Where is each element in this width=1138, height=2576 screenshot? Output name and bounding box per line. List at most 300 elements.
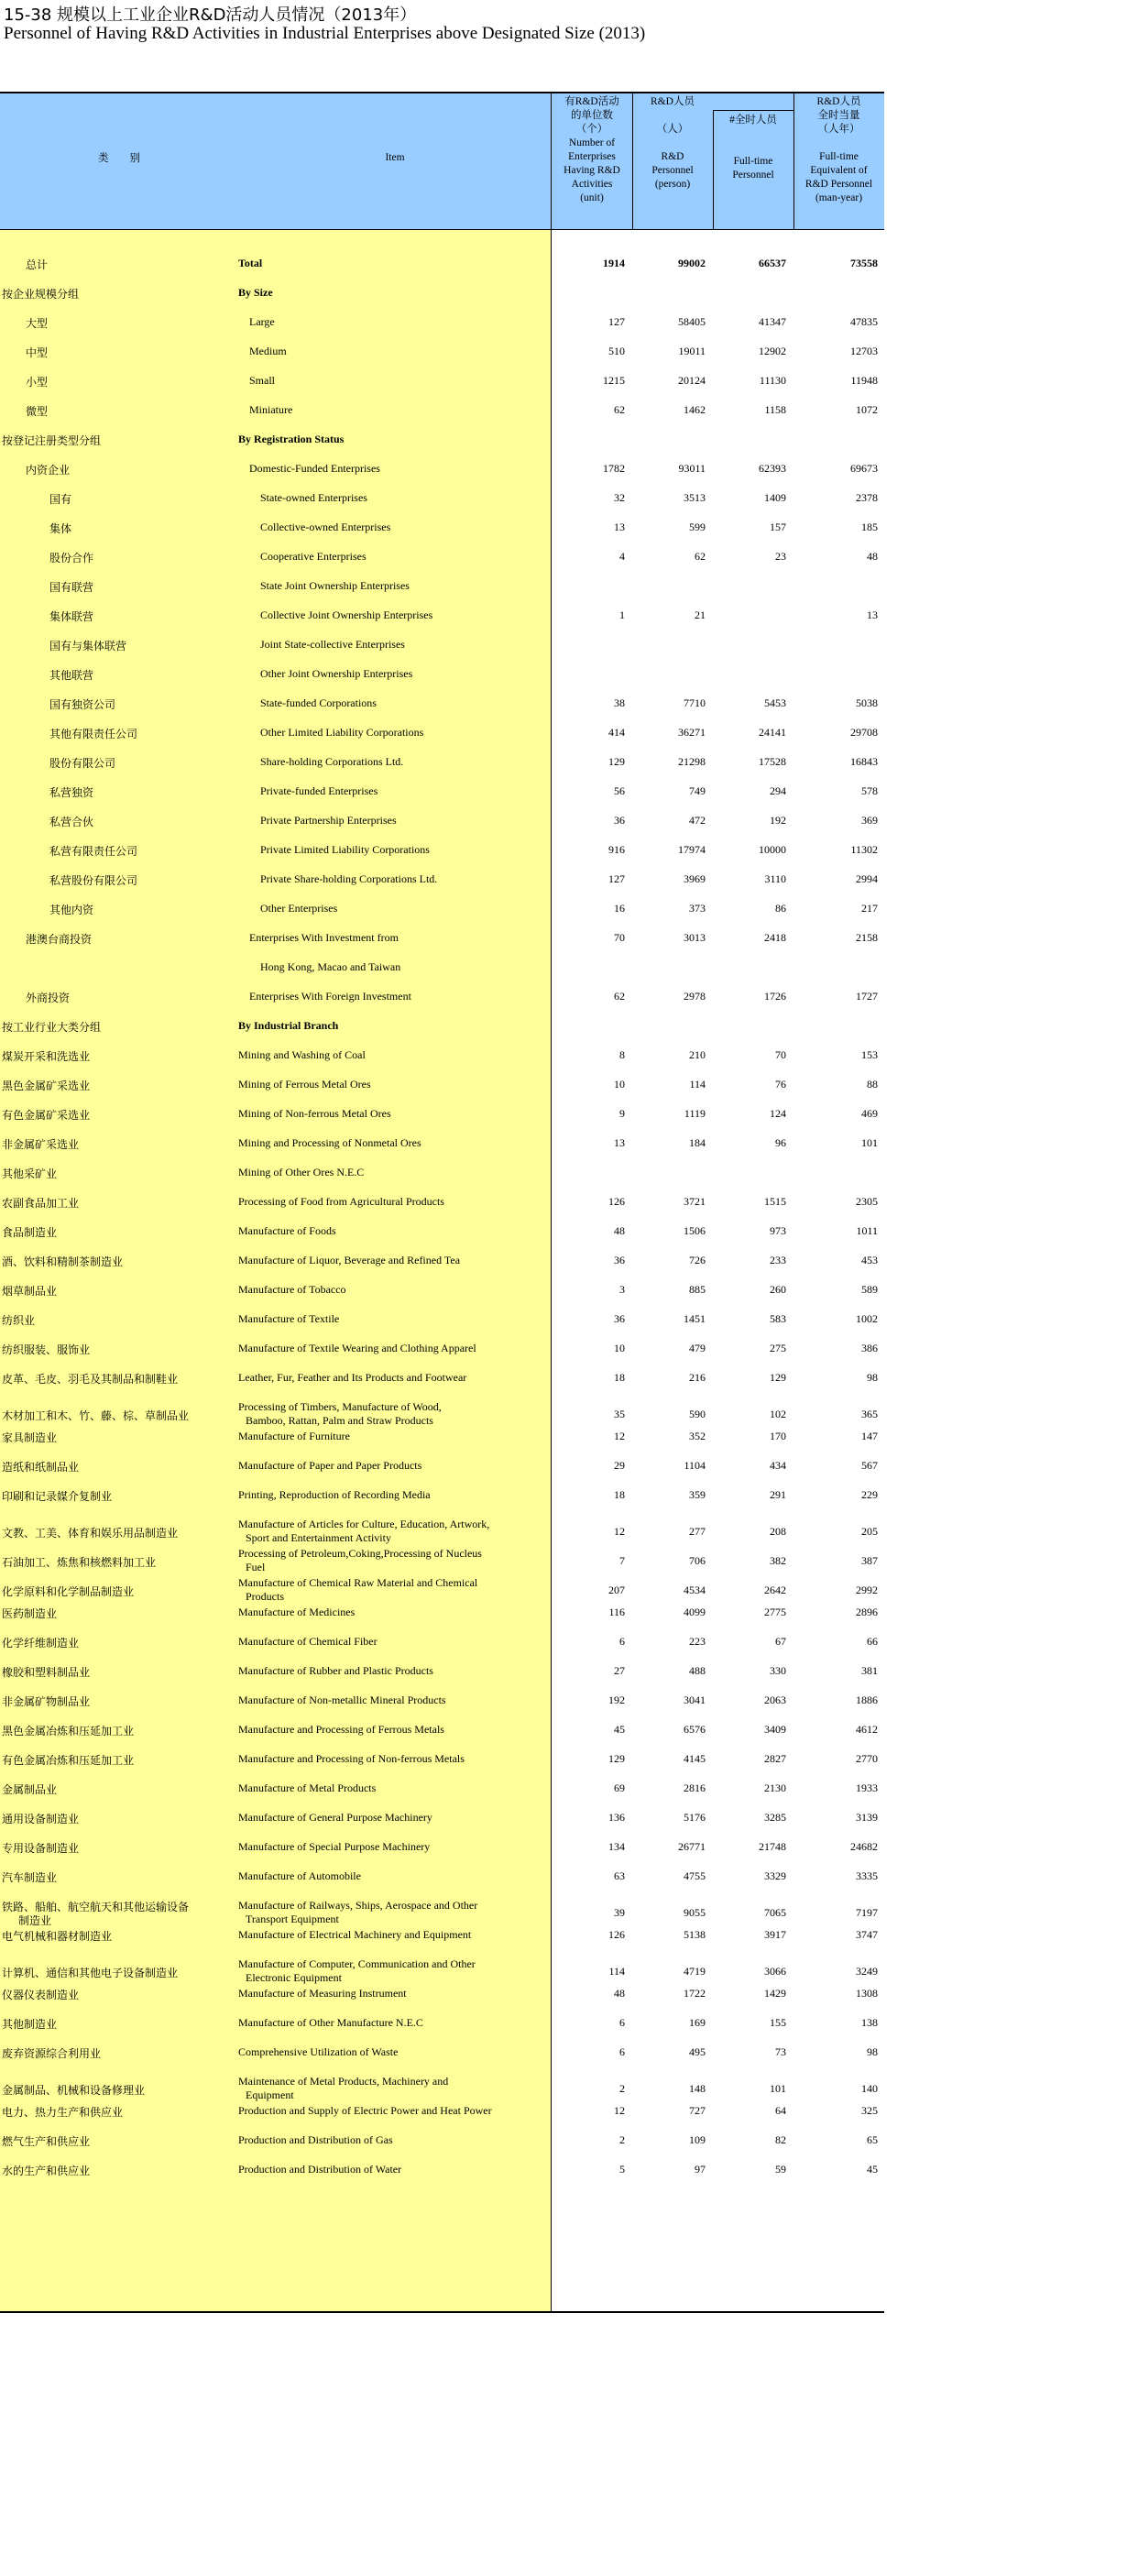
row-value: 726 <box>689 1254 706 1266</box>
row-value: 62393 <box>759 462 786 475</box>
table-row <box>0 550 884 579</box>
header-line: Personnel <box>732 170 774 181</box>
row-value: 170 <box>770 1430 786 1442</box>
row-value: 1886 <box>856 1694 878 1706</box>
row-item <box>238 1107 545 1121</box>
row-item-text: Enterprises With Foreign Investment <box>249 990 411 1003</box>
row-value: 207 <box>608 1584 625 1596</box>
table-row <box>0 374 884 403</box>
row-item-text: Small <box>249 374 276 387</box>
row-value: 2130 <box>764 1781 786 1794</box>
row-value: 69 <box>614 1781 625 1794</box>
table-row <box>0 1635 884 1664</box>
row-item-text: Manufacture of Measuring Instrument <box>238 1987 407 2000</box>
table-row <box>0 2163 884 2192</box>
row-category: 黑色金属冶炼和压延加工业 <box>2 1725 135 1737</box>
row-category: 汽车制造业 <box>2 1871 58 1884</box>
row-value: 12 <box>614 1430 625 1442</box>
row-item <box>238 2075 545 2102</box>
row-category: 电力、热力生产和供应业 <box>2 2106 124 2119</box>
row-category: 总计 <box>26 258 49 271</box>
row-value: 3013 <box>684 931 706 944</box>
table-row <box>0 1606 884 1635</box>
row-item <box>260 491 567 505</box>
row-item-text: Manufacture and Processing of Non-ferrous Metals <box>238 1752 465 1765</box>
row-value: 27 <box>614 1664 625 1677</box>
row-item-text: Mining of Other Ores N.E.C <box>238 1166 365 1178</box>
table-row <box>0 1048 884 1078</box>
row-value: 599 <box>689 521 706 533</box>
row-value: 233 <box>770 1254 786 1266</box>
row-value: 205 <box>861 1525 878 1538</box>
row-item <box>260 521 567 534</box>
row-value: 62 <box>614 403 625 416</box>
row-value: 567 <box>861 1459 878 1472</box>
row-value: 1727 <box>856 990 878 1003</box>
row-value: 1104 <box>684 1459 706 1472</box>
table-row <box>0 1811 884 1840</box>
row-item <box>249 990 556 1003</box>
row-value: 495 <box>689 2045 706 2058</box>
row-item <box>260 814 567 828</box>
row-value: 1506 <box>684 1224 706 1237</box>
row-item-text: Processing of Timbers, Manufacture of Wood, <box>238 1400 442 1413</box>
row-value: 260 <box>770 1283 786 1296</box>
row-item <box>238 1488 545 1502</box>
row-value: 2994 <box>856 872 878 885</box>
row-value: 185 <box>861 521 878 533</box>
row-value: 39 <box>614 1906 625 1919</box>
row-value: 2896 <box>856 1606 878 1618</box>
row-item <box>238 286 545 300</box>
header-line: Personnel <box>651 165 694 176</box>
header-line: (unit) <box>580 192 604 203</box>
row-value: 382 <box>770 1554 786 1567</box>
row-category: 内资企业 <box>26 464 71 477</box>
row-category: 纺织业 <box>2 1314 36 1327</box>
row-value: 45 <box>614 1723 625 1736</box>
header-line: (man-year) <box>815 192 863 203</box>
table-row <box>0 1342 884 1371</box>
row-item-text: Private Partnership Enterprises <box>260 814 397 827</box>
row-item <box>238 1371 545 1385</box>
row-item <box>238 2133 545 2147</box>
table-row <box>0 1254 884 1283</box>
row-value: 17974 <box>678 843 706 856</box>
row-category: 按登记注册类型分组 <box>2 434 102 447</box>
row-value: 386 <box>861 1342 878 1354</box>
table-row <box>0 638 884 667</box>
row-item <box>260 784 567 798</box>
table-row <box>0 1400 884 1430</box>
row-item-text: Manufacture of Tobacco <box>238 1283 346 1296</box>
row-value: 36 <box>614 814 625 827</box>
row-value: 1429 <box>764 1987 786 2000</box>
row-value: 208 <box>770 1525 786 1538</box>
row-value: 210 <box>689 1048 706 1061</box>
row-value: 114 <box>608 1965 625 1978</box>
row-value: 2978 <box>684 990 706 1003</box>
row-category: 小型 <box>26 376 49 389</box>
row-item-text: Manufacture of Medicines <box>238 1606 356 1618</box>
row-item <box>238 1635 545 1649</box>
row-item-text: Manufacture of Liquor, Beverage and Refined Tea <box>238 1254 461 1266</box>
row-value: 192 <box>770 814 786 827</box>
row-value: 97 <box>695 2163 706 2176</box>
table-row <box>0 814 884 843</box>
row-value: 66 <box>867 1635 878 1648</box>
row-value: 38 <box>614 696 625 709</box>
row-value: 216 <box>689 1371 706 1384</box>
header-line: Number of <box>568 137 616 148</box>
row-item <box>238 1195 545 1209</box>
row-value: 4612 <box>856 1723 878 1736</box>
row-value: 2378 <box>856 491 878 504</box>
table-row <box>0 1869 884 1899</box>
row-value: 32 <box>614 491 625 504</box>
row-value: 93011 <box>678 462 706 475</box>
row-value: 127 <box>608 315 625 328</box>
row-item <box>238 1312 545 1326</box>
row-value: 3 <box>619 1283 625 1296</box>
row-value: 275 <box>770 1342 786 1354</box>
header-line: 的单位数 <box>571 110 613 121</box>
row-value: 294 <box>770 784 786 797</box>
row-category: 水的生产和供应业 <box>2 2165 91 2177</box>
header-line: R&D人员 <box>651 96 695 107</box>
row-item <box>238 1928 545 1942</box>
row-value: 96 <box>775 1136 786 1149</box>
row-category: 黑色金属矿采选业 <box>2 1080 91 1092</box>
row-category: 其他采矿业 <box>2 1167 58 1180</box>
row-value: 12902 <box>759 345 786 357</box>
row-item-text-cont: Fuel <box>246 1561 266 1573</box>
row-item <box>260 638 567 652</box>
row-item-text: Production and Supply of Electric Power and Heat Power <box>238 2104 492 2117</box>
row-item-text: Printing, Reproduction of Recording Media <box>238 1488 431 1501</box>
row-item <box>238 1459 545 1473</box>
row-value: 13 <box>614 1136 625 1149</box>
row-value: 381 <box>861 1664 878 1677</box>
row-value: 3513 <box>684 491 706 504</box>
table-row <box>0 990 884 1019</box>
table-row <box>0 2016 884 2045</box>
row-category: 石油加工、炼焦和核燃料加工业 <box>2 1556 157 1569</box>
row-item-text: Manufacture of Foods <box>238 1224 336 1237</box>
row-item-text: Manufacture of Non-metallic Mineral Products <box>238 1694 446 1706</box>
row-value: 101 <box>770 2082 786 2095</box>
table-row <box>0 1166 884 1195</box>
row-value: 129 <box>608 755 625 768</box>
table-row <box>0 315 884 345</box>
row-item <box>238 1518 545 1545</box>
row-category: 烟草制品业 <box>2 1285 58 1298</box>
row-value: 2063 <box>764 1694 786 1706</box>
table-row <box>0 1694 884 1723</box>
header-line <box>632 137 713 150</box>
table-row <box>0 1752 884 1781</box>
row-item <box>238 1957 545 1985</box>
row-item-text: Manufacture of Chemical Fiber <box>238 1635 378 1648</box>
row-value: 1119 <box>684 1107 706 1120</box>
row-value: 578 <box>861 784 878 797</box>
column-divider <box>632 93 633 229</box>
row-value: 65 <box>867 2133 878 2146</box>
table-row <box>0 1781 884 1811</box>
header-line: Having R&D <box>564 165 620 176</box>
row-value: 41347 <box>759 315 786 328</box>
table-row <box>0 1107 884 1136</box>
row-value: 1215 <box>603 374 625 387</box>
row-value: 1002 <box>856 1312 878 1325</box>
row-value: 4534 <box>684 1584 706 1596</box>
row-category: 股份合作 <box>49 552 94 565</box>
row-value: 16843 <box>850 755 878 768</box>
row-item <box>249 403 556 417</box>
table-row <box>0 1371 884 1400</box>
row-item-text: Manufacture of Special Purpose Machinery <box>238 1840 431 1853</box>
row-item-text: Manufacture of Furniture <box>238 1430 350 1442</box>
row-value: 102 <box>770 1408 786 1420</box>
row-item-text: Manufacture of Railways, Ships, Aerospace and Other <box>238 1899 478 1912</box>
row-value: 6 <box>619 2016 625 2029</box>
header-line <box>793 137 884 150</box>
table-row <box>0 1957 884 1987</box>
row-category: 有色金属矿采选业 <box>2 1109 91 1122</box>
row-value: 414 <box>608 726 625 739</box>
row-item <box>238 1078 545 1091</box>
row-item-text-cont: Electronic Equipment <box>246 1971 342 1984</box>
row-value: 590 <box>689 1408 706 1420</box>
row-value: 3969 <box>684 872 706 885</box>
row-value: 4145 <box>684 1752 706 1765</box>
row-category: 造纸和纸制品业 <box>2 1461 80 1474</box>
row-category: 私营股份有限公司 <box>49 874 138 887</box>
header-line: （人） <box>656 124 689 135</box>
row-item <box>238 1400 545 1428</box>
row-value: 1 <box>619 608 625 621</box>
row-value: 18 <box>614 1488 625 1501</box>
row-item-text: Manufacture of Electrical Machinery and Equipment <box>238 1928 472 1941</box>
table-row <box>0 1078 884 1107</box>
row-item-text: Production and Distribution of Water <box>238 2163 402 2176</box>
row-value: 291 <box>770 1488 786 1501</box>
row-value: 21 <box>695 608 706 621</box>
row-category: 国有 <box>49 493 72 506</box>
row-category: 国有联营 <box>49 581 94 594</box>
header-line <box>632 109 713 123</box>
row-value: 26771 <box>678 1840 706 1853</box>
row-value: 325 <box>861 2104 878 2117</box>
row-item-text: Maintenance of Metal Products, Machinery and <box>238 2075 449 2088</box>
table-row <box>0 755 884 784</box>
row-item <box>238 1283 545 1297</box>
row-category: 医药制造业 <box>2 1607 58 1620</box>
row-category: 其他联营 <box>49 669 94 682</box>
header-line: 有R&D活动 <box>564 96 619 107</box>
row-value: 67 <box>775 1635 786 1648</box>
row-value: 4719 <box>684 1965 706 1978</box>
header-enterprises-count <box>552 95 632 205</box>
row-value: 4 <box>619 550 625 563</box>
table-row <box>0 1312 884 1342</box>
row-value: 1726 <box>764 990 786 1003</box>
row-value: 217 <box>861 902 878 915</box>
row-value: 20124 <box>678 374 706 387</box>
row-value: 727 <box>689 2104 706 2117</box>
row-category: 国有独资公司 <box>49 698 116 711</box>
row-value: 88 <box>867 1078 878 1091</box>
row-value: 23 <box>775 550 786 563</box>
table-row <box>0 1547 884 1576</box>
row-item <box>238 1166 545 1179</box>
row-category: 金属制品、机械和设备修理业 <box>2 2084 146 2097</box>
row-category: 文教、工美、体育和娱乐用品制造业 <box>2 1527 179 1540</box>
header-line <box>713 127 793 141</box>
row-category: 按工业行业大类分组 <box>2 1021 102 1034</box>
table-title-cn: 15-38 规模以上工业企业R&D活动人员情况（2013年） <box>4 5 417 25</box>
row-value: 12 <box>614 1525 625 1538</box>
row-value: 277 <box>689 1525 706 1538</box>
row-category: 集体 <box>49 522 72 535</box>
row-item-text: Domestic-Funded Enterprises <box>249 462 380 475</box>
table-row <box>0 257 884 286</box>
row-category: 煤炭开采和洗选业 <box>2 1050 91 1063</box>
row-value: 2816 <box>684 1781 706 1794</box>
table-row <box>0 521 884 550</box>
row-item <box>238 1694 545 1707</box>
row-value: 5453 <box>764 696 786 709</box>
row-item <box>249 462 556 476</box>
row-value: 3041 <box>684 1694 706 1706</box>
row-value: 2642 <box>764 1584 786 1596</box>
row-value: 359 <box>689 1488 706 1501</box>
row-value: 369 <box>861 814 878 827</box>
row-value: 3721 <box>684 1195 706 1208</box>
row-value: 510 <box>608 345 625 357</box>
row-value: 10 <box>614 1342 625 1354</box>
row-item <box>238 1342 545 1355</box>
row-item-text: Manufacture of Textile <box>238 1312 340 1325</box>
row-category: 中型 <box>26 346 49 359</box>
row-item <box>238 2104 545 2118</box>
row-value: 2305 <box>856 1195 878 1208</box>
table-row <box>0 286 884 315</box>
row-value: 114 <box>689 1078 706 1091</box>
row-item <box>238 1048 545 1062</box>
row-item <box>238 1547 545 1574</box>
row-value: 3917 <box>764 1928 786 1941</box>
table-row <box>0 579 884 608</box>
row-item <box>260 902 567 915</box>
row-value: 589 <box>861 1283 878 1296</box>
row-item-text: Manufacture of General Purpose Machinery <box>238 1811 432 1824</box>
table-row <box>0 843 884 872</box>
row-item <box>238 1811 545 1825</box>
row-item-text: Other Joint Ownership Enterprises <box>260 667 413 680</box>
row-item-text: Other Limited Liability Corporations <box>260 726 424 739</box>
row-item-text: Mining of Non-ferrous Metal Ores <box>238 1107 391 1120</box>
table-row <box>0 1664 884 1694</box>
row-category: 皮革、毛皮、羽毛及其制品和制鞋业 <box>2 1373 179 1386</box>
table-row <box>0 1518 884 1547</box>
row-value: 12703 <box>850 345 878 357</box>
row-value: 48 <box>614 1224 625 1237</box>
row-value: 35 <box>614 1408 625 1420</box>
row-value: 2827 <box>764 1752 786 1765</box>
row-value: 29 <box>614 1459 625 1472</box>
row-value: 98 <box>867 1371 878 1384</box>
row-item-text: Total <box>238 257 263 269</box>
row-value: 469 <box>861 1107 878 1120</box>
row-value: 59 <box>775 2163 786 2176</box>
row-item-text: Other Enterprises <box>260 902 338 915</box>
row-item <box>260 696 567 710</box>
table-row <box>0 2075 884 2104</box>
table-row <box>0 1224 884 1254</box>
header-rd-personnel <box>632 95 713 192</box>
row-value: 373 <box>689 902 706 915</box>
row-value: 1011 <box>856 1224 878 1237</box>
row-value: 916 <box>608 843 625 856</box>
row-value: 63 <box>614 1869 625 1882</box>
row-item-text: Manufacture and Processing of Ferrous Metals <box>238 1723 444 1736</box>
row-value: 192 <box>608 1694 625 1706</box>
row-category: 木材加工和木、竹、藤、棕、草制品业 <box>2 1409 190 1422</box>
row-item-text: Cooperative Enterprises <box>260 550 367 563</box>
row-value: 387 <box>861 1554 878 1567</box>
row-category: 其他制造业 <box>2 2018 58 2031</box>
table-row <box>0 667 884 696</box>
header-line: Equivalent of <box>810 165 868 176</box>
row-item <box>238 1254 545 1267</box>
row-item <box>249 345 556 358</box>
row-item-text: Private Share-holding Corporations Ltd. <box>260 872 438 885</box>
row-value: 109 <box>689 2133 706 2146</box>
row-value: 17528 <box>759 755 786 768</box>
row-value: 48 <box>867 550 878 563</box>
row-value: 70 <box>614 931 625 944</box>
row-category: 铁路、船舶、航空航天和其他运输设备 <box>2 1901 190 1913</box>
row-value: 70 <box>775 1048 786 1061</box>
header-line: 全时当量 <box>817 110 860 121</box>
row-value: 36 <box>614 1312 625 1325</box>
row-value: 1914 <box>603 257 625 269</box>
table-row <box>0 1136 884 1166</box>
row-item <box>238 1840 545 1854</box>
row-item <box>260 960 567 974</box>
row-value: 1462 <box>684 403 706 416</box>
row-item <box>249 374 556 388</box>
row-value: 3285 <box>764 1811 786 1824</box>
header-item: Item <box>385 152 405 163</box>
row-value: 434 <box>770 1459 786 1472</box>
row-item-text: Manufacture of Chemical Raw Material and Chemical <box>238 1576 478 1589</box>
row-value: 73558 <box>850 257 878 269</box>
row-value: 1158 <box>764 403 786 416</box>
row-item-text: Hong Kong, Macao and Taiwan <box>260 960 401 973</box>
row-item-text-cont: Bamboo, Rattan, Palm and Straw Products <box>246 1414 433 1427</box>
row-item-text-cont: Equipment <box>246 2088 294 2101</box>
row-item <box>238 1606 545 1619</box>
row-item <box>238 1781 545 1795</box>
row-item <box>238 1752 545 1766</box>
row-value: 2992 <box>856 1584 878 1596</box>
row-item-text: Private-funded Enterprises <box>260 784 378 797</box>
row-item-text: Manufacture of Textile Wearing and Clothing Apparel <box>238 1342 476 1354</box>
row-value: 352 <box>689 1430 706 1442</box>
row-item-text: Manufacture of Articles for Culture, Education, Artwork, <box>238 1518 490 1530</box>
